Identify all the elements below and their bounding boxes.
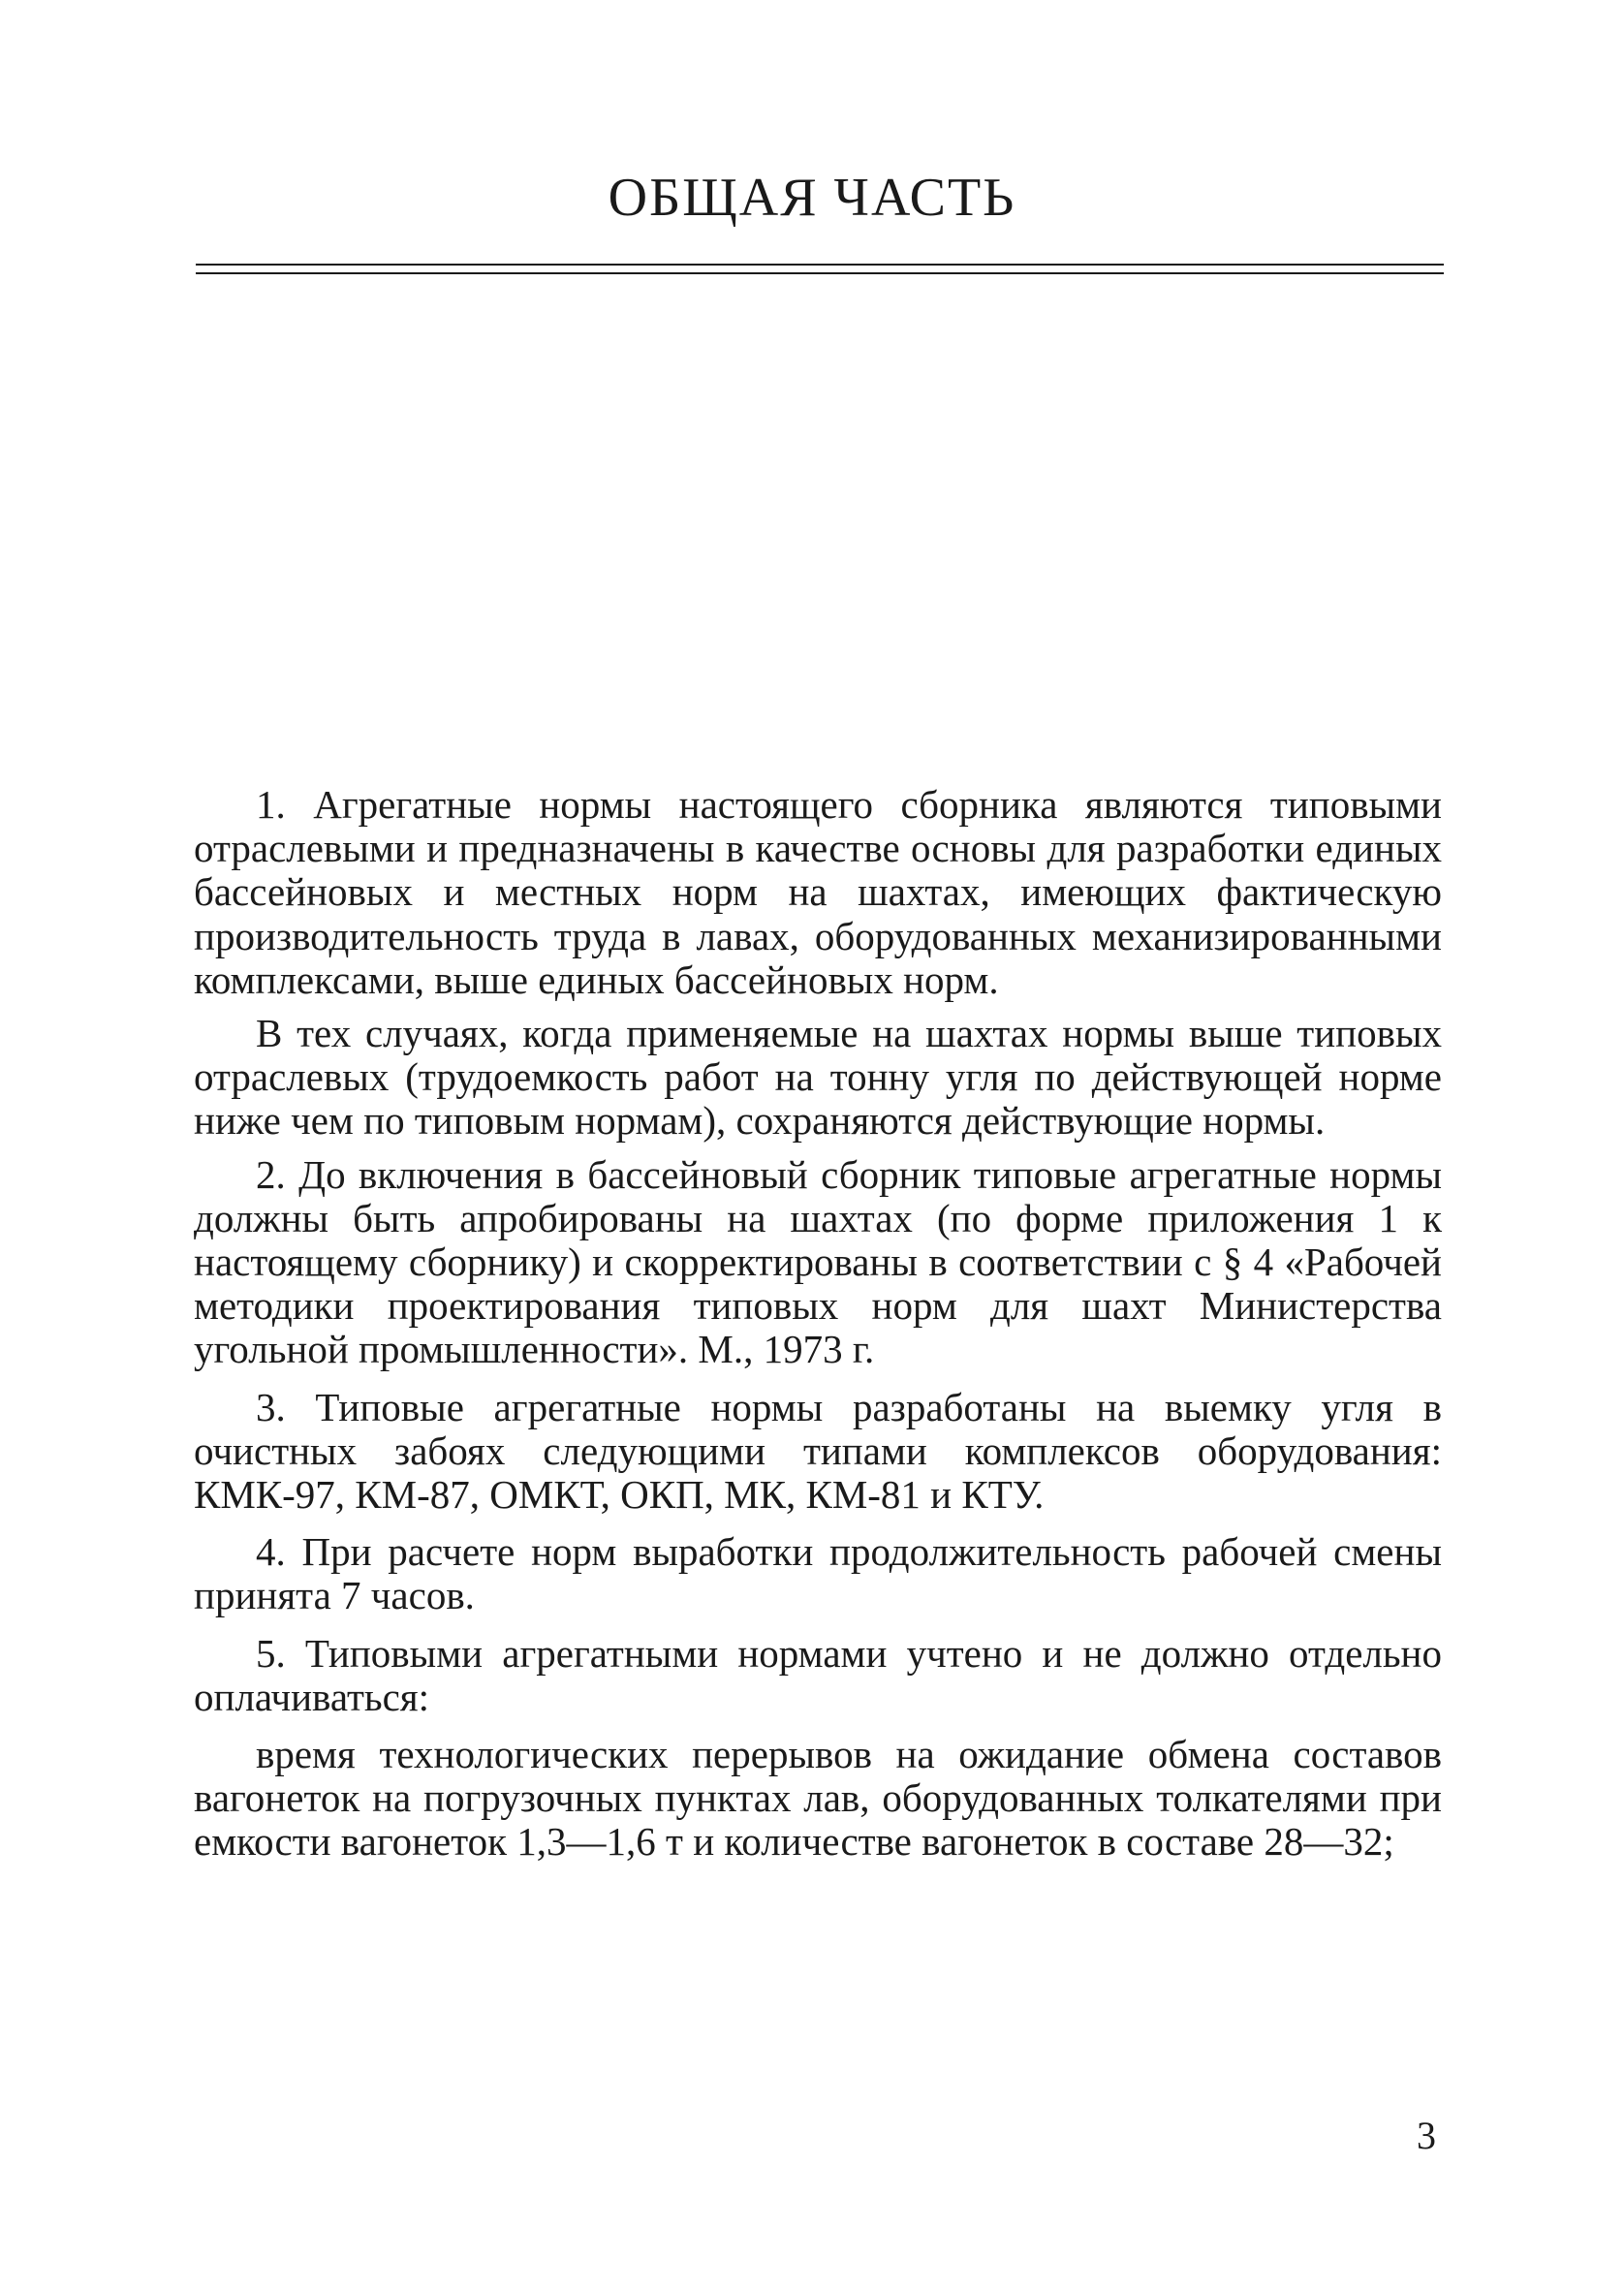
page-number: 3 xyxy=(1417,2114,1436,2157)
paragraph-2: 2. До включения в бассейновый сборник типовые агрегатные нормы должны быть апробированы на шахтах (по форме приложения 1 к настоящему сборнику) и скорректированы в соответствии с § 4 «Рабочей методики проектирования типовых норм для шахт Министерства угольной промышленности». М., 1973 г. xyxy=(194,1151,1442,1372)
body-text xyxy=(194,783,1442,1865)
paragraph-1-continued: В тех случаях, когда применяемые на шахтах нормы выше типовых отраслевых (трудоемкость работ на тонну угля по действующей норме ниже чем по типовым нормам), сохраняются действующие нормы. xyxy=(194,1011,1442,1144)
paragraph-5-item: время технологических перерывов на ожидание обмена составов вагонеток на погрузочных пунктах лав, оборудованных толкателями при емкости вагонеток 1,3—1,6 т и количестве вагонеток в составе 28—32; xyxy=(194,1732,1442,1865)
paragraph-4: 4. При расчете норм выработки продолжительность рабочей смены принята 7 часов. xyxy=(194,1529,1442,1618)
paragraph-3: 3. Типовые агрегатные нормы разработаны на выемку угля в очистных забоях следующими типами комплексов оборудования: КМК-97, КМ-87, ОМКТ, ОКП, МК, КМ-81 и КТУ. xyxy=(194,1384,1442,1518)
paragraph-5: 5. Типовыми агрегатными нормами учтено и не должно отдельно оплачиваться: xyxy=(194,1630,1442,1719)
paragraph-1: 1. Агрегатные нормы настоящего сборника являются типовыми отраслевыми и предназначены в качестве основы для разработки единых бассейновых и местных норм на шахтах, имеющих фактическую производительность труда в лавах, оборудованных механизированными комплексами, выше единых бассейновых норм. xyxy=(194,782,1442,1002)
page-title: ОБЩАЯ ЧАСТЬ xyxy=(608,168,1016,228)
title-divider-top xyxy=(196,264,1444,266)
title-divider-bottom xyxy=(196,272,1444,274)
